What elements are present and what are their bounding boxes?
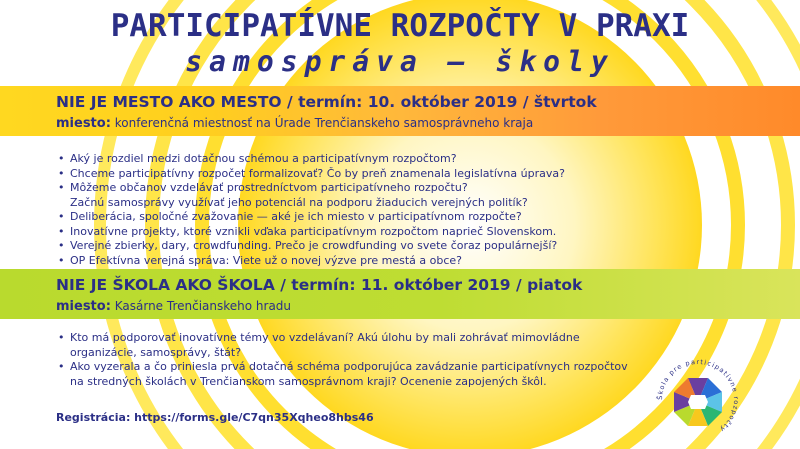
list-item: • Môžeme občanov vzdelávať prostredníctvom participatívneho rozpočtu? [56,181,565,196]
registration-link[interactable]: Registrácia: https://forms.gle/C7qn35Xqheo8hbs46 [56,411,374,424]
event-1-topics [56,152,565,268]
event-2-topics [56,331,628,389]
event-2-place: Kasárne Trenčianskeho hradu [114,299,292,313]
event-1-band [0,86,800,136]
list-item: • OP Efektívna verejná správa: Viete už o novej výzve pre mestá a obce? [56,254,565,269]
event-2-heading-line: NIE JE ŠKOLA AKO ŠKOLA / termín: 11. október 2019 / piatok [56,276,583,294]
event-2-band [0,269,800,319]
event-1-heading-line: NIE JE MESTO AKO MESTO / termín: 10. október 2019 / štvrtok [56,93,597,111]
list-item: • Verejné zbierky, dary, crowdfunding. Prečo je crowdfunding vo svete čoraz populárnejší? [56,239,565,254]
event-1-date: termín: 10. október 2019 [298,93,518,111]
list-item-continuation: Začnú samosprávy využívať jeho potenciál na podporu žiaducich verejných politík? [70,195,528,209]
list-item-continuation: na stredných školách v Trenčianskom samosprávnom kraji? Ocenenie zapojených škôl. [70,374,547,388]
list-item: • Inovatívne projekty, ktoré vznikli vďaka participatívnym rozpočtom naprieč Slovenskom. [56,225,565,240]
event-2-place-line [56,299,291,314]
event-1-place: konferenčná miestnosť na Úrade Trenčianskeho samosprávneho kraja [114,116,534,130]
logo-ring-text: Škola pre participatívne rozpočty [655,357,741,434]
event-2-place-label: miesto: [56,299,111,314]
event-1-place-label: miesto: [56,116,111,131]
list-item-continuation: organizácie, samosprávy, štát? [70,345,242,359]
octagon-logo-icon [655,357,741,443]
list-item: • Ako vyzerala a čo priniesla prvá dotačná schéma podporujúca zavádzanie participatívnych rozpočtov [56,360,628,375]
page-subtitle: samospráva — školy [185,45,615,78]
list-item: • Aký je rozdiel medzi dotačnou schémou a participatívnym rozpočtom? [56,152,565,167]
event-1-day: štvrtok [533,93,597,111]
event-2-heading: NIE JE ŠKOLA AKO ŠKOLA [56,276,275,294]
list-item: • Chceme participatívny rozpočet formalizovať? Čo by preň znamenala legislatívna úprava? [56,167,565,182]
list-item: • Deliberácia, spoločné zvažovanie — aké je ich miesto v participatívnom rozpočte? [56,210,565,225]
event-1-heading: NIE JE MESTO AKO MESTO [56,93,282,111]
event-2-day: piatok [527,276,583,294]
event-1-place-line [56,116,533,131]
list-item: • Kto má podporovať inovatívne témy vo vzdelávaní? Akú úlohu by mali zohrávať mimovládne [56,331,628,346]
page-title: PARTICIPATÍVNE ROZPOČTY V PRAXI [110,8,690,44]
event-2-date: termín: 11. október 2019 [291,276,511,294]
